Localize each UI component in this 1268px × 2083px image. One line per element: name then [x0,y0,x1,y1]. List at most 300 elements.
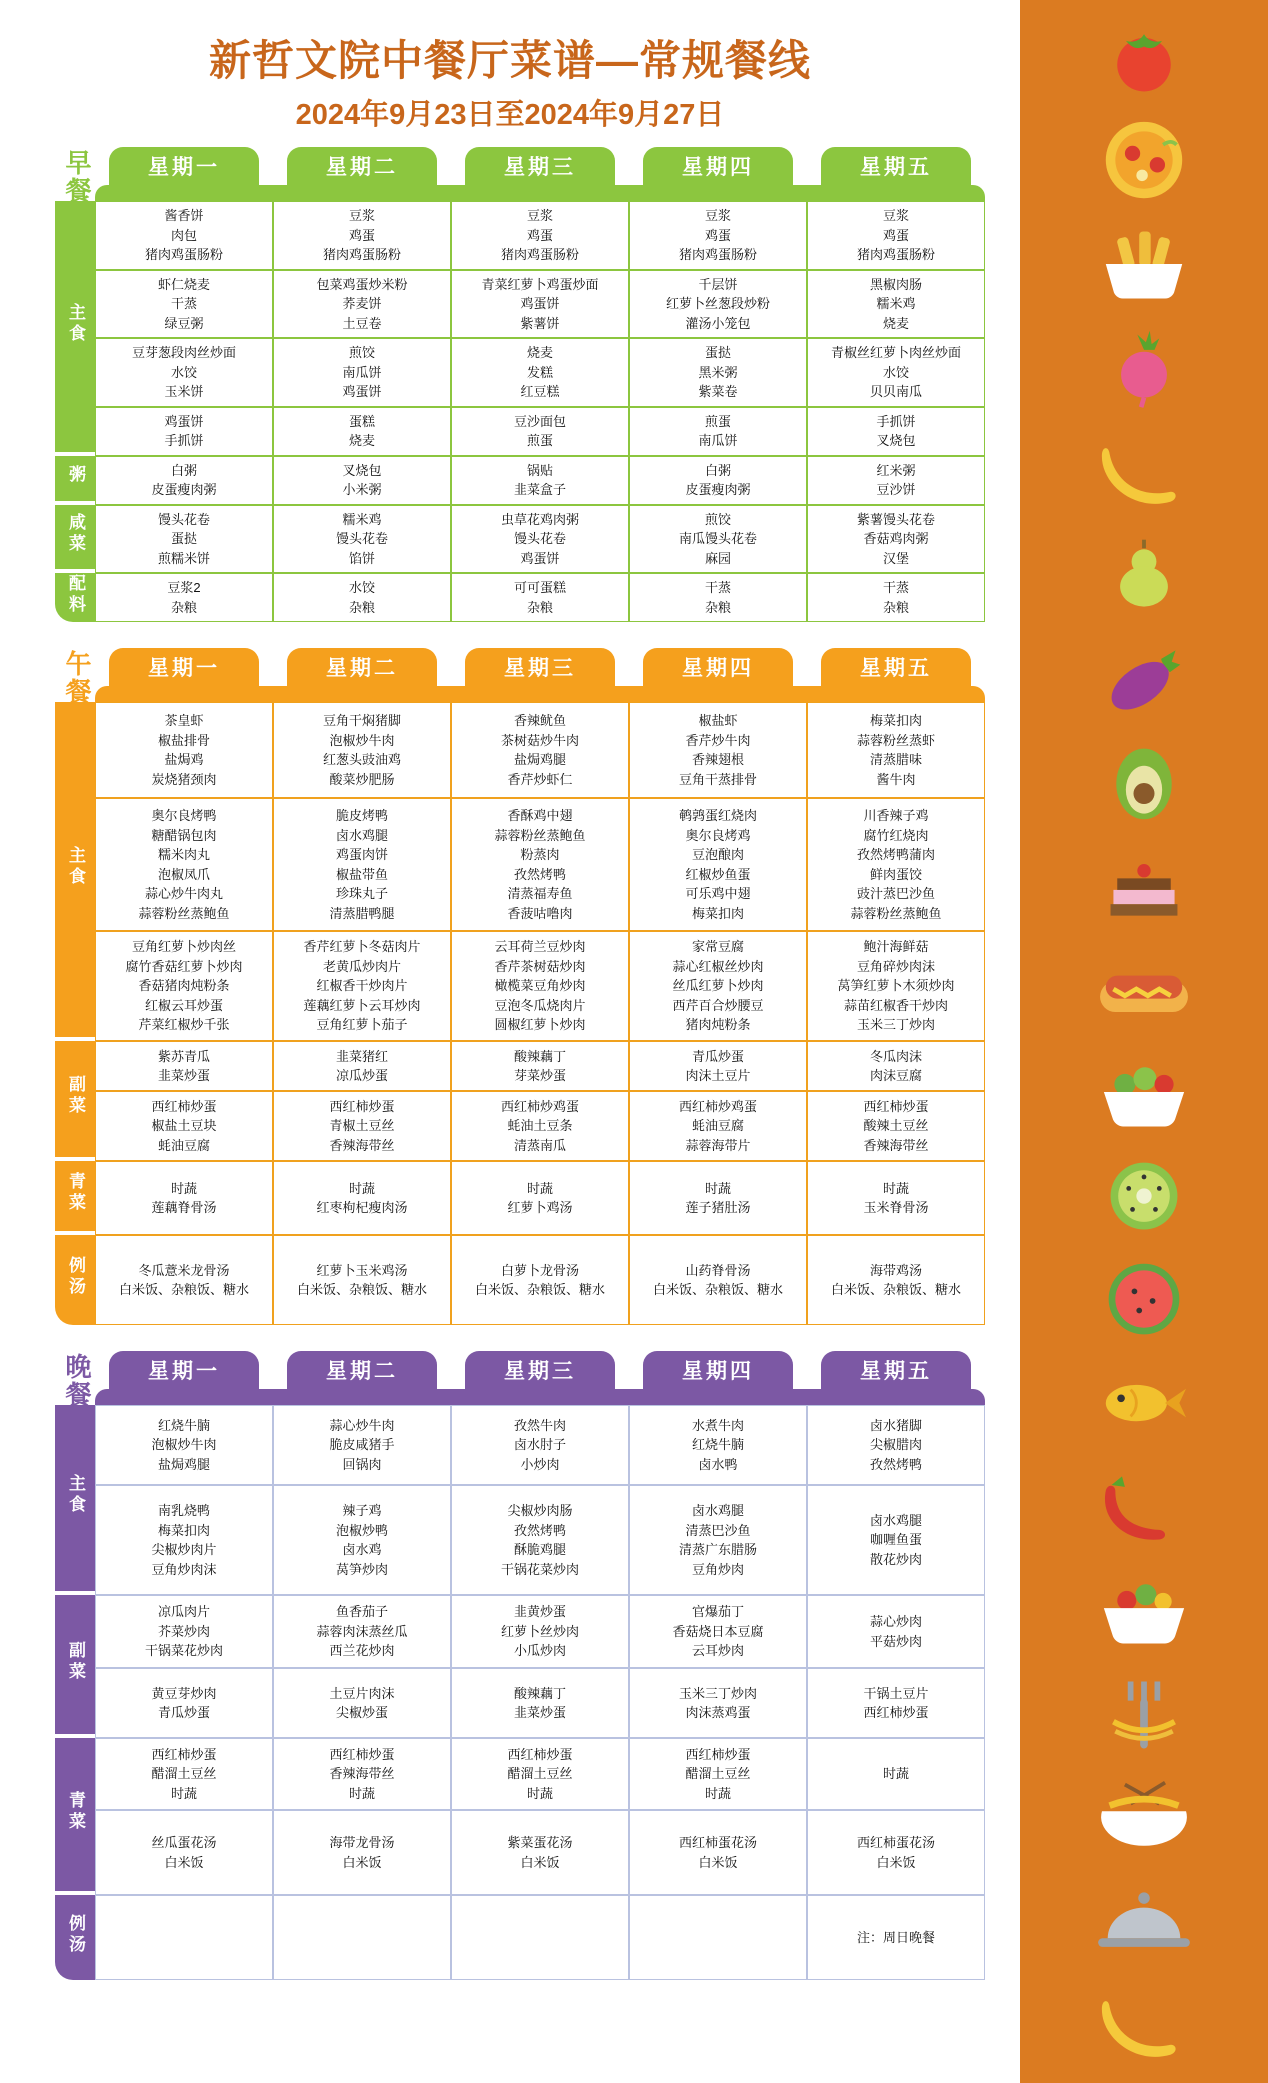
dish-name: 西红柿炒蛋 [863,1705,929,1720]
dish-name: 豆角红萝卜茄子 [316,1017,408,1033]
dish-name: 豆角干蒸排骨 [678,771,757,787]
dish-name: 莴笋红萝卜木须炒肉 [837,978,955,994]
dish-name: 酱牛肉 [876,771,916,787]
dish-name: 叉烧包 [342,462,382,478]
menu-cell [807,702,985,798]
day-tab: 星期五 [821,1351,971,1389]
dish-name: 时蔬 [882,1180,909,1196]
menu-cell [807,456,985,505]
dish-name: 时蔬 [348,1180,375,1196]
dish-name: 糖醋锅包肉 [151,827,217,843]
dish-name: 烧麦 [526,345,553,360]
dish-name: 干蒸 [704,580,731,595]
menu-cell [95,1595,273,1668]
dish-name: 红豆糕 [520,384,560,399]
dish-name: 鹌鹑蛋红烧肉 [678,808,757,823]
dish-name: 孜然烤鸭 [513,1522,566,1538]
fish-icon [1074,1361,1214,1447]
dish-name: 白米饭 [698,1854,738,1870]
section-title-lunch: 午餐 [62,650,92,706]
menu-cell [451,702,629,798]
day-tabs-breakfast [95,147,985,185]
menu-cell [629,456,807,505]
day-tab: 星期一 [109,147,259,185]
dish-name: 西红柿炒蛋 [329,1746,395,1762]
dish-name: 红枣枸杞瘦肉汤 [316,1200,408,1215]
chili-icon [1074,1464,1214,1550]
dish-name: 西红柿炒鸡蛋 [678,1098,757,1114]
dish-name: 烧麦 [882,315,909,331]
dish-name: 红烧牛腩 [157,1417,210,1433]
dish-name: 酸辣土豆丝 [863,1118,929,1134]
dish-name: 蒜心红椒丝炒肉 [672,958,764,974]
section-title-breakfast: 早餐 [62,149,92,205]
menu-header [0,0,1020,133]
dish-name: 煎饺 [348,345,375,360]
category-label: 副菜 [55,1595,95,1738]
dish-name: 泡椒炒牛肉 [329,732,395,748]
pear-icon [1074,533,1214,619]
dish-name: 玉米饼 [164,384,204,399]
menu-cell [95,1810,273,1895]
menu-cell [807,1041,985,1091]
category-label: 主食 [55,1405,95,1595]
dish-name: 时蔬 [170,1180,197,1196]
dish-name: 时蔬 [704,1180,731,1196]
dish-name: 回锅肉 [342,1456,382,1472]
dish-name: 清蒸南瓜 [513,1137,566,1153]
category-label: 例汤 [55,1895,95,1980]
dish-name: 卤水鸡腿 [691,1503,744,1518]
dish-name: 白米饭 [164,1854,204,1870]
menu-cell [95,407,273,456]
menu-cell [451,931,629,1041]
dish-name: 红萝卜丝葱段炒粉 [665,296,770,311]
dish-name: 醋溜土豆丝 [507,1766,573,1782]
dish-cloche-icon [1074,1879,1214,1965]
veggie-bowl-icon [1074,1568,1214,1654]
dish-name: 豆角红萝卜炒肉丝 [131,939,236,955]
dish-name: 清蒸巴沙鱼 [685,1522,751,1538]
banana-icon [1074,429,1214,515]
menu-cell [95,1485,273,1595]
menu-cell [629,1041,807,1091]
dish-name: 南乳烧鸭 [157,1503,210,1518]
dish-name: 凉瓜肉片 [157,1604,210,1620]
dish-name: 香菇猪肉炖粉条 [138,978,230,994]
dish-name: 咖喱鱼蛋 [869,1532,922,1548]
menu-cell [273,1485,451,1595]
menu-cell [807,1595,985,1668]
category-label: 主食 [55,702,95,1041]
dish-name: 红椒炒鱼蛋 [685,866,751,882]
dish-name: 腐竹香菇红萝卜炒肉 [125,958,243,974]
menu-cell [273,1161,451,1235]
menu-cell [451,1041,629,1091]
category-label: 粥 [55,456,95,505]
day-tab-slot [807,1351,985,1389]
dish-name: 韭菜盒子 [513,482,566,497]
dish-name: 杂粮 [348,599,375,615]
dish-name: 韭菜炒蛋 [513,1705,566,1720]
menu-cell [273,1810,451,1895]
menu-cell [629,1895,807,1980]
dish-name: 腐竹红烧肉 [863,827,929,843]
dish-name: 白萝卜龙骨汤 [500,1262,579,1278]
dish-name: 香菠咕噜肉 [507,905,573,921]
menu-cell [451,456,629,505]
dish-name: 泡椒炒牛肉 [151,1437,217,1453]
menu-cell [629,702,807,798]
dish-name: 发糕 [526,364,553,380]
dish-name: 香酥鸡中翅 [507,808,573,823]
dish-name: 丝瓜蛋花汤 [151,1835,217,1850]
menu-cell [629,1405,807,1485]
dish-name: 粉蒸肉 [520,847,560,862]
dish-name: 白米饭 [520,1854,560,1870]
day-tab-slot [273,648,451,686]
dish-name: 卤水鸭 [698,1456,738,1472]
day-tab: 星期二 [287,648,437,686]
dish-name: 红萝卜鸡汤 [507,1200,573,1215]
dish-name: 时蔬 [882,1766,909,1782]
watermelon-icon [1074,1257,1214,1343]
dish-name: 可可蛋糕 [513,580,566,595]
dish-name: 山药脊骨汤 [685,1262,751,1278]
menu-cell [451,1235,629,1325]
dish-name: 梅菜扣肉 [869,713,922,728]
dish-name: 西红柿炒蛋 [507,1746,573,1762]
menu-cell [807,1161,985,1235]
date-range: 2024年9月23日至2024年9月27日 [295,99,725,131]
dish-name: 凉瓜炒蛋 [335,1068,388,1083]
dish-name: 豆浆 [882,208,909,223]
dish-name: 水饺 [882,364,909,380]
dish-name: 尖椒腊肉 [869,1437,922,1453]
dish-name: 蒜心炒牛肉丸 [144,886,223,901]
dish-name: 奥尔良烤鸡 [685,827,751,843]
eggplant-icon [1074,636,1214,722]
dish-name: 青瓜炒蛋 [157,1705,210,1720]
dish-name: 青菜红萝卜鸡蛋炒面 [481,276,599,292]
menu-cell [629,931,807,1041]
menu-cell [273,931,451,1041]
menu-cell [95,1091,273,1161]
menu-cell [807,270,985,339]
dish-name: 老黄瓜炒肉片 [322,958,401,974]
dish-name: 南瓜饼 [342,364,382,380]
dish-name: 香芹炒虾仁 [507,771,573,787]
dish-name: 红萝卜丝炒肉 [500,1623,579,1639]
dish-name: 平菇炒肉 [869,1633,922,1649]
menu-cell [95,798,273,931]
dish-name: 西红柿炒蛋 [151,1746,217,1762]
dish-name: 猪肉鸡蛋肠粉 [678,247,757,262]
dish-name: 西红柿炒蛋 [863,1098,929,1114]
dish-name: 包菜鸡蛋炒米粉 [316,276,408,292]
dish-name: 莲藕脊骨汤 [151,1200,217,1215]
menu-cell [95,1738,273,1810]
menu-cell [807,798,985,931]
dish-name: 鸡蛋 [704,227,731,243]
section-title-dinner: 晚餐 [62,1353,92,1409]
dish-name: 鸡蛋饼 [164,413,204,429]
dish-name: 肉沫蒸鸡蛋 [685,1705,751,1720]
menu-cell [95,1161,273,1235]
dish-name: 小米粥 [342,482,382,497]
section-dinner [55,1351,985,1980]
dish-name: 橄榄菜豆角炒肉 [494,978,586,994]
dish-name: 蒜苗红椒香干炒肉 [843,997,948,1013]
dish-name: 韭菜猪红 [335,1048,388,1064]
menu-cell [807,505,985,574]
dish-name: 韭菜炒蛋 [157,1068,210,1083]
day-tabs-lunch [95,648,985,686]
menu-cell [451,573,629,622]
dish-name: 椒盐带鱼 [335,866,388,882]
dish-name: 蛋挞 [704,345,731,360]
dish-name: 豆浆 [526,208,553,223]
menu-cell [95,201,273,270]
menu-cell [451,1595,629,1668]
menu-cell [629,1668,807,1738]
dish-name: 酱香饼 [164,208,204,223]
dish-name: 香辣海带丝 [329,1137,395,1153]
menu-cell [273,338,451,407]
banana-icon [1074,1982,1214,2068]
dish-name: 玉米三丁炒肉 [678,1685,757,1701]
dish-name: 酸辣藕丁 [513,1685,566,1701]
dish-name: 煎蛋 [704,413,731,429]
day-tab-slot [629,1351,807,1389]
dish-name: 尖椒炒肉片 [151,1542,217,1557]
menu-cell [273,1738,451,1810]
dish-name: 椒盐虾 [698,713,738,728]
day-tab-slot [273,147,451,185]
day-tab: 星期四 [643,648,793,686]
radish-icon [1074,325,1214,411]
dish-name: 南瓜馒头花卷 [678,531,757,546]
category-label: 副菜 [55,1041,95,1161]
dish-name: 虫草花鸡肉粥 [500,511,579,527]
dish-name: 盐焗鸡腿 [513,752,566,767]
dish-name: 莲子猪肚汤 [685,1200,751,1215]
dish-name: 白米饭 [342,1854,382,1870]
tab-band [95,1389,985,1405]
dish-name: 肉沫土豆片 [685,1068,751,1083]
page-title: 新哲文院中餐厅菜谱—常规餐线 [208,37,811,84]
menu-cell [807,1485,985,1595]
dish-name: 鱼香茄子 [335,1604,388,1620]
dish-name: 盐焗鸡腿 [157,1456,210,1472]
dish-name: 香辣海带丝 [863,1137,929,1153]
dish-name: 豆泡冬瓜烧肉片 [494,997,586,1013]
tab-band [95,686,985,702]
dish-name: 卤水鸡腿 [335,827,388,843]
category-label: 例汤 [55,1235,95,1325]
dish-name: 猪肉鸡蛋肠粉 [856,247,935,262]
menu-cell [95,1405,273,1485]
dish-name: 孜然烤鸭 [869,1456,922,1472]
day-tab: 星期一 [109,648,259,686]
menu-cell [451,1161,629,1235]
dish-name: 香芹红萝卜冬菇肉片 [303,939,421,955]
dish-name: 紫苏青瓜 [157,1048,210,1064]
menu-cell [629,1161,807,1235]
dish-name: 海带龙骨汤 [329,1835,395,1850]
dish-name: 馒头花卷 [335,531,388,546]
dish-name: 香芹茶树菇炒肉 [494,958,586,974]
menu-cell [629,1738,807,1810]
soup-bowl-icon [1074,118,1214,204]
dish-name: 豆沙面包 [513,413,566,429]
menu-cell [451,1668,629,1738]
dish-name: 蛋糕 [348,413,375,429]
dish-name: 西红柿炒蛋 [329,1098,395,1114]
section-lunch [55,648,985,1325]
day-tab: 星期四 [643,1351,793,1389]
menu-cell [807,201,985,270]
dish-name: 玉米脊骨汤 [863,1200,929,1215]
dish-name: 馅饼 [348,550,375,566]
dish-name: 蚝油豆腐 [691,1118,744,1134]
dish-name: 时蔬 [526,1785,553,1801]
menu-cell [273,1405,451,1485]
dish-name: 卤水猪脚 [869,1417,922,1433]
dish-name: 杂粮 [704,599,731,615]
category-label: 青菜 [55,1161,95,1235]
menu-cell [807,407,985,456]
dish-name: 干蒸 [882,580,909,595]
menu-cell [451,798,629,931]
dish-name: 馒头花卷 [513,531,566,546]
dish-name: 豆沙饼 [876,482,916,497]
dish-name: 白米饭、杂粮饭、糖水 [296,1282,427,1297]
dish-name: 干蒸 [170,296,197,311]
dish-name: 圆椒红萝卜炒肉 [494,1017,586,1033]
dish-name: 皮蛋瘦肉粥 [685,482,751,497]
dish-name: 蒜蓉海带片 [685,1137,751,1153]
dish-name: 西红柿炒蛋 [151,1098,217,1114]
dish-name: 云耳炒肉 [691,1643,744,1659]
dish-name: 糯米肉丸 [157,847,210,862]
dish-name: 水饺 [348,580,375,595]
dish-name: 辣子鸡 [342,1503,382,1518]
dish-name: 鸡蛋饼 [342,384,382,399]
menu-cell [807,1091,985,1161]
section-breakfast [55,147,985,622]
dish-name: 炭烧猪颈肉 [151,771,217,787]
dish-name: 茶皇虾 [164,713,204,728]
dish-name: 豆角炒肉 [691,1561,744,1577]
dish-name: 时蔬 [704,1785,731,1801]
dish-name: 时蔬 [526,1180,553,1196]
kiwi-icon [1074,1154,1214,1240]
dish-name: 川香辣子鸡 [863,808,929,823]
dish-name: 烧麦 [348,433,375,448]
dish-name: 猪肉鸡蛋肠粉 [500,247,579,262]
dish-name: 红葱头豉油鸡 [322,752,401,767]
dish-name: 灌汤小笼包 [685,315,751,331]
menu-cell [451,505,629,574]
dish-name: 可乐鸡中翅 [685,886,751,901]
dish-name: 叉烧包 [876,433,916,448]
chips-bowl-icon [1074,222,1214,308]
dish-name: 卤水肘子 [513,1437,566,1453]
day-tab: 星期二 [287,1351,437,1389]
dish-name: 鸡蛋 [882,227,909,243]
menu-cell [451,338,629,407]
dish-name: 干锅花菜炒肉 [500,1561,579,1577]
dish-name: 蒜蓉粉丝蒸鲍鱼 [138,905,230,921]
dish-name: 豆浆 [348,208,375,223]
menu-cell [807,1895,985,1980]
menu-cell [95,270,273,339]
dish-name: 西兰花炒肉 [329,1643,395,1659]
dish-name: 鲍汁海鲜菇 [863,939,929,955]
menu-cell [629,573,807,622]
dish-name: 西红柿蛋花汤 [678,1835,757,1850]
dish-name: 鸡蛋饼 [520,550,560,566]
dish-name: 白米饭、杂粮饭、糖水 [652,1282,783,1297]
dish-name: 肉沫豆腐 [869,1068,922,1083]
dish-name: 醋溜土豆丝 [151,1766,217,1782]
dish-name: 梅菜扣肉 [691,905,744,921]
dish-name: 豆角炒肉沫 [151,1561,217,1577]
menu-cell [807,1738,985,1810]
day-tab: 星期三 [465,648,615,686]
dish-name: 香菇鸡肉粥 [863,531,929,546]
dish-name: 红椒云耳炒蛋 [144,997,223,1013]
dish-name: 尖椒炒肉肠 [507,1503,573,1518]
dish-name: 孜然烤鸭 [513,866,566,882]
menu-cell [451,1810,629,1895]
dish-name: 香辣海带丝 [329,1766,395,1782]
dish-name: 干锅菜花炒肉 [144,1643,223,1659]
dish-name: 韭黄炒蛋 [513,1604,566,1620]
menu-table-dinner [55,1405,985,1980]
day-tab: 星期五 [821,147,971,185]
menu-cell [807,338,985,407]
dish-name: 土豆卷 [342,315,382,331]
dish-name: 盐焗鸡 [164,752,204,767]
menu-cell [95,573,273,622]
dish-name: 玉米三丁炒肉 [856,1017,935,1033]
ramen-bowl-icon [1074,1775,1214,1861]
dish-name: 奥尔良烤鸭 [151,808,217,823]
noodle-fork-icon [1074,1672,1214,1758]
dish-name: 鲜肉蛋饺 [869,866,922,882]
dish-name: 荞麦饼 [342,296,382,311]
dish-name: 白米饭、杂粮饭、糖水 [830,1282,961,1297]
menu-cell [629,798,807,931]
menu-cell [273,1895,451,1980]
dish-name: 手抓饼 [164,433,204,448]
day-tab-slot [95,147,273,185]
dish-name: 豆浆2 [167,580,201,595]
menu-cell [95,1041,273,1091]
dish-name: 水饺 [170,364,197,380]
day-tab: 星期二 [287,147,437,185]
dish-name: 鸡蛋饼 [520,296,560,311]
menu-cell [95,1235,273,1325]
dish-name: 贝贝南瓜 [869,384,922,399]
menu-cell [451,270,629,339]
menu-cell [807,931,985,1041]
dish-name: 脆皮烤鸭 [335,808,388,823]
dish-name: 红烧牛腩 [691,1437,744,1453]
menu-cell [807,1235,985,1325]
